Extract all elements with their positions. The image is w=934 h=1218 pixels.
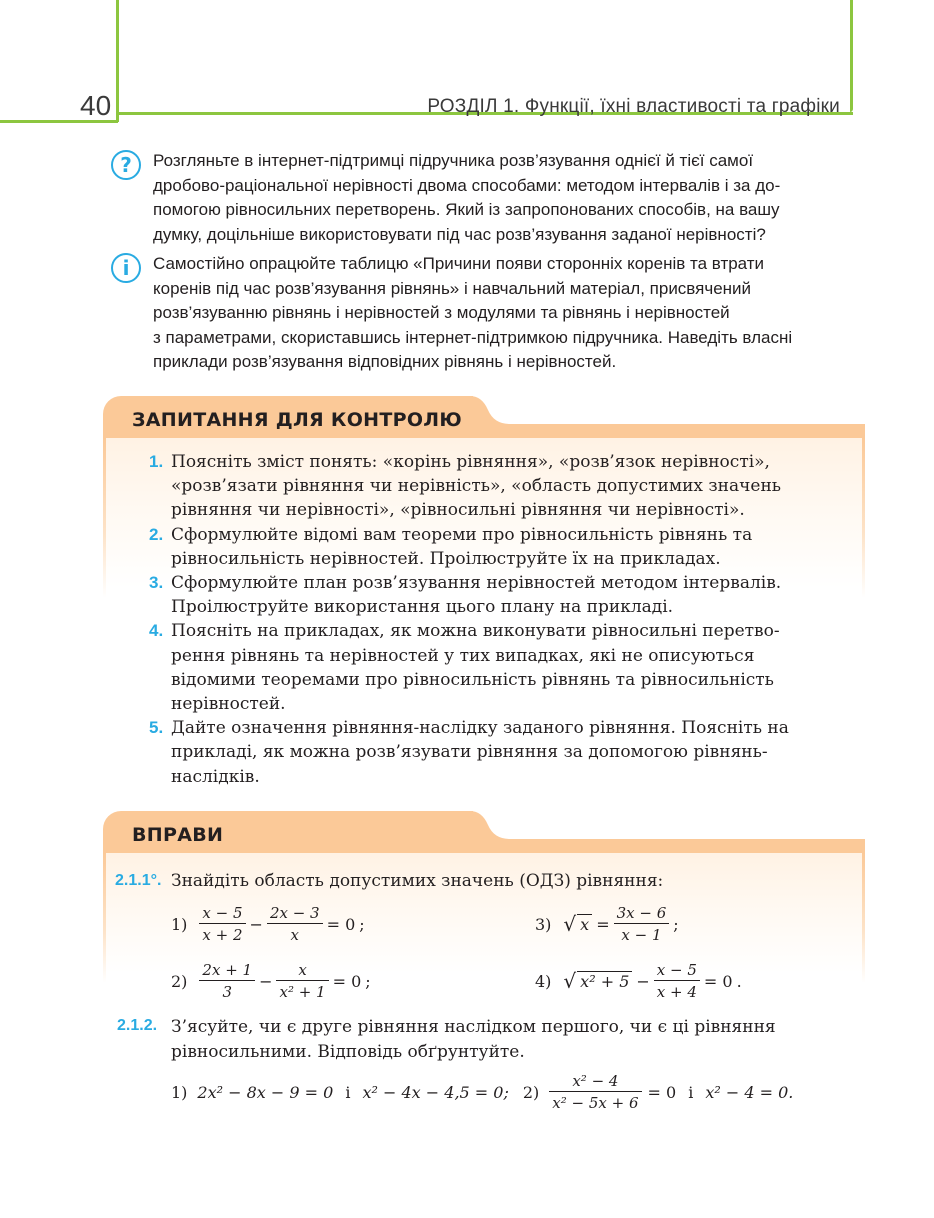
denominator: x + 2 [202,925,243,944]
question-number: 4. [149,621,164,641]
numerator: x [276,960,328,981]
question-note-line: помогою рівносильних перетворень. Який із запропонованих способів, на вашу [153,200,780,219]
equals-zero: = 0 [647,1082,677,1102]
radicand: x² + 5 [577,971,632,991]
question-number: 2. [149,524,164,544]
semicolon: ; [359,914,365,934]
question-line: Сформулюйте план розв’язування нерівностей методом інтервалів. [171,573,782,594]
denominator: 3 [222,982,233,1001]
info-note-line: приклади розв’язування відповідних рівнянь і нерівностей. [153,352,617,371]
exercise-text [171,1015,853,1064]
equation-label: 3) [535,914,552,934]
fraction [199,903,245,946]
minus-sign: − [636,971,650,991]
control-header-curve [470,396,510,426]
conjunction: і [345,1082,351,1102]
equation-label: 4) [535,971,552,991]
section-title: РОЗДІЛ 1. Функції, їхні властивості та графіки [427,96,840,117]
list-item [149,619,853,716]
equation-label: 2) [522,1082,540,1102]
equation-pair [171,1066,793,1118]
control-questions-list [149,450,853,789]
equation-2 [171,955,371,1007]
equals-sign: = [596,914,610,934]
question-line: рівняння чи нерівності», «рівносильні рівняння чи нерівності». [171,500,745,521]
question-line: рівносильність нерівностей. Проілюструйте їх на прикладах. [171,548,721,569]
question-number: 3. [149,573,164,593]
equation-label: 1) [171,1082,188,1102]
denominator: x − 1 [621,925,662,944]
semicolon: ; [673,914,679,934]
equation-label: 2) [171,971,188,991]
question-line: Поясніть на прикладах, як можна виконувати рівносильні перетво- [171,621,780,642]
question-note-line: думку, доцільніше використовувати під час розв’язування заданої нерівності? [153,224,766,244]
numerator: x − 5 [199,903,245,924]
sqrt-sign: √ [563,969,577,993]
exercises-header-curve [470,811,510,841]
equation-3 [535,898,679,950]
numerator: 2x + 1 [199,960,255,981]
question-line: прикладі, як можна розв’язувати рівняння за допомогою рівнянь- [171,742,768,763]
equation: x² − 4 = 0. [705,1082,794,1102]
control-side-line-left [103,438,106,598]
question-number: 5. [149,718,164,738]
question-number: 1. [149,452,164,471]
info-note [153,252,853,375]
fraction [549,1071,641,1114]
numerator: 3x − 6 [614,903,670,924]
fraction [614,903,670,946]
question-line: «розв’язати рівняння чи нерівність», «область допустимих значень [171,476,782,497]
conjunction: і [688,1082,694,1102]
info-note-line: розв’язуванню рівнянь і нерівностей з модулями та рівнянь і нерівностей [153,303,730,322]
question-line: рення рівнянь та нерівностей у тих випадках, які не описуються [171,645,755,666]
question-line: відомими теоремами про рівносильність рівнянь та рівносильність [171,669,774,690]
equals-zero: = 0 [703,971,733,991]
fraction [267,903,323,946]
denominator: x² − 5x + 6 [552,1093,639,1112]
question-circle-icon: ? [111,150,141,180]
denominator: x [290,925,299,944]
equals-zero: = 0 [326,914,356,934]
denominator: x² + 1 [279,982,326,1001]
fraction [199,960,255,1003]
question-note [153,149,853,247]
equation: 2x² − 8x − 9 = 0 [197,1082,334,1102]
denominator: x + 4 [656,982,697,1001]
control-section-title: ЗАПИТАННЯ ДЛЯ КОНТРОЛЮ [132,409,462,431]
fraction [654,960,700,1003]
exercise-number: 2.1.2. [117,1017,158,1034]
equation-4 [535,955,742,1007]
question-line: Проілюструйте використання цього плану на прикладі. [171,597,674,618]
exercises-side-line-right [862,853,865,983]
equation-label: 1) [171,914,188,934]
sqrt-sign: √ [563,912,577,936]
question-line: Поясніть зміст понять: «корінь рівняння», «розв’язок нерівності», [171,452,770,472]
info-note-line: коренів під час розв’язування рівнянь» і навчальний матеріал, присвячений [153,278,752,298]
list-item [149,571,853,619]
question-line: наслідків. [171,766,260,787]
control-side-line-right [862,438,865,598]
exercise-line: рівносильними. Відповідь обґрунтуйте. [171,1041,525,1062]
exercise-line: З’ясуйте, чи є друге рівняння наслідком першого, чи є ці рівняння [171,1017,776,1037]
numerator: x − 5 [654,960,700,981]
equation: x² − 4x − 4,5 = 0; [362,1082,509,1102]
exercise-number: 2.1.1°. [115,872,162,889]
info-note-line: з параметрами, скориставшись інтернет-підтримкою підручника. Наведіть власні [153,327,793,347]
question-line: нерівностей. [171,694,286,715]
question-note-line: Розгляньте в інтернет-підтримці підручника розв’язування однієї й тієї самої [153,151,754,170]
fraction [276,960,328,1003]
question-line: Дайте означення рівняння-наслідку заданого рівняння. Поясніть на [171,718,789,739]
equals-zero: = 0 [332,971,362,991]
numerator: 2x − 3 [267,903,323,924]
header-frame-left [116,0,119,122]
page-number: 40 [80,90,112,121]
list-item [149,716,853,789]
exercises-section-title: ВПРАВИ [132,824,224,846]
minus-sign: − [259,971,273,991]
info-circle-icon: i [111,253,141,283]
question-line: Сформулюйте відомі вам теореми про рівносильність рівнянь та [171,524,753,545]
equation-1 [171,898,365,950]
info-note-line: Самостійно опрацюйте таблицю «Причини появи сторонніх коренів та втрати [153,254,765,273]
radicand: x [577,914,592,934]
question-note-line: дробово-раціональної нерівності двома способами: методом інтервалів і за до- [153,175,781,195]
exercises-side-line-left [103,853,106,983]
header-frame-right [850,0,853,112]
list-item [149,450,853,523]
semicolon: ; [365,971,371,991]
numerator: x² − 4 [549,1071,641,1092]
period: . [736,971,742,991]
exercise-text: Знайдіть область допустимих значень (ОДЗ) рівняння: [171,871,664,891]
minus-sign: − [249,914,263,934]
list-item [149,523,853,571]
